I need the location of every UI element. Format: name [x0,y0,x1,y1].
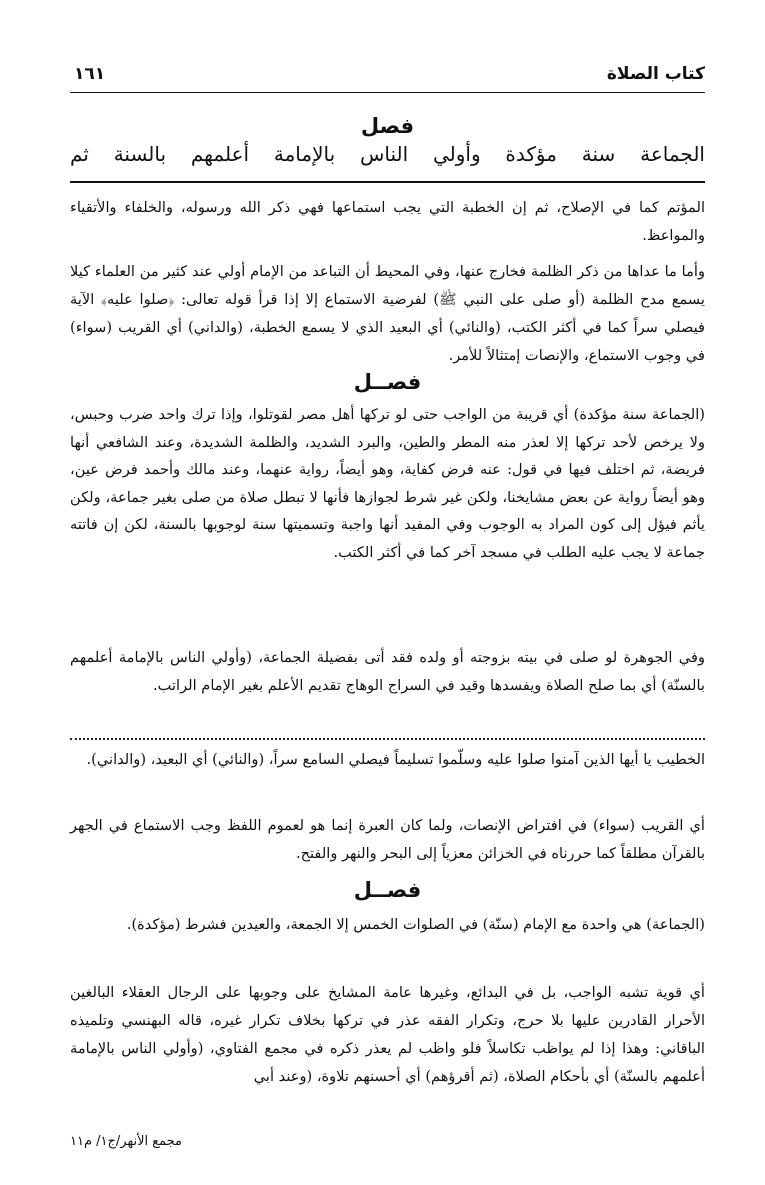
hashiya-paragraph-1 [70,746,705,774]
signature-mark: مجمع الأنهر/ج١/ م١١ [70,1134,183,1149]
page-number: ١٦١ [74,64,106,84]
sharh-paragraph-1 [70,194,705,250]
matn-separator [70,181,705,183]
sharh-section-heading: فصــل [353,370,422,394]
matn-section-heading: فصل [360,114,415,138]
hashiya-paragraph-3 [70,911,705,939]
hashiya-text-1: الخطيب يا أيها الذين آمنوا صلوا عليه وسلّموا تسليماً فيصلي السامع سراً، (والنائي) أي البعيد، (والداني). [86,751,705,768]
matn-text: الجماعة سنة مؤكدة وأولي الناس بالإمامة أعلمهم بالسنة ثم [70,142,705,166]
sharh-paragraph-4 [70,644,705,700]
hashiya-text-4: أي قوية تشبه الواجب، بل في البدائع، وغيرها عامة المشايخ على وجوبها على الرجال العقلاء البالغين الأحرار القادرين عليها بلا حرج، وتكرار الفقه عذر في تركها بخلاف تكرار غيره، قاله البهنسي وتلميذه الباقاني: وهذا إذا لم يواظب تكاسلاً فلو واظب لم يعذر ذكره في مجمع الفتاوي، (وأولي الناس بالإمامة أعلمهم بالسنّة) أي بأحكام الصلاة، (ثم أقرؤهم) أي أحسنهم تلاوة، (وعند أبي [70,984,705,1085]
sharh-text-2: وأما ما عداها من ذكر الظلمة فخارج عنها، وفي المحيط أن التباعد من الإمام أولي عند كثير من العلماء كيلا يسمع مدح الظلمة (أو صلى على النبي ﷺ) لفرضية الاستماع إلا إذا قرأ قوله تعالى: ﴿صلوا عليه﴾ الآية فيصلي سراً كما في أكثر الكتب، (والنائي) أي البعيد الذي لا يسمع الخطبة، (والداني) أي القريب (سواء) في وجوب الاستماع، والإنصات إمتثالاً للأمر. [70,263,705,364]
sharh-text-1: المؤتم كما في الإصلاح، ثم إن الخطبة التي يجب استماعها فهي ذكر الله ورسوله، والخلفاء والأتقياء والمواعظ. [70,199,705,244]
hashiya-text-3: (الجماعة) هي واحدة مع الإمام (سنّة) في الصلوات الخمس إلا الجمعة، والعيدين فشرط (مؤكدة). [126,916,705,933]
sharh-paragraph-2 [70,258,705,370]
hashiya-paragraph-2 [70,812,705,868]
hashiya-text-2: أي القريب (سواء) في افتراض الإنصات، ولما كان العبرة إنما هو لعموم اللفظ وجب الاستماع في الجهر بالقرآن مطلقاً كما حررناه في الخزائن معزياً إلى البحر والنهر والفتح. [70,817,705,862]
hashiya-paragraph-4 [70,979,705,1091]
sharh-text-4: وفي الجوهرة لو صلى في بيته بزوجته أو ولده فقد أتى بفضيلة الجماعة، (وأولي الناس بالإمامة أعلمهم بالسنّة) أي بما صلح الصلاة ويفسدها وقيد في السراج الوهاج تقديم الأعلم بغير الإمام الراتب. [70,649,705,694]
chapter-title: كتاب الصلاة [606,64,705,84]
hashiya-section-heading: فصــل [353,878,422,902]
hashiya-separator [70,738,705,740]
sharh-paragraph-3 [70,401,705,566]
running-header [70,58,705,93]
sharh-text-3: (الجماعة سنة مؤكدة) أي قريبة من الواجب حتى لو تركها أهل مصر لقوتلوا، وإذا ترك واحد ضرب وحبس، ولا يرخص لأحد تركها إلا لعذر منه المطر والطين، والبرد الشديد، والظلمة الشديدة، وعند الشافعي أنها فريضة، ثم اختلف فيها في قول: عنه فرض كفاية، وهو أيضاً، رواية عنهما، وعند مالك وأحمد فرض عين، وهو أيضاً رواية عن بعض مشايخنا، ولكن غير شرط لجوازها فأنها لا تبطل صلاة من صلى بغير جماعة، ولكن يأثم فيؤل إلى كون المراد به الوجوب وفي المفيد أنها واجبة وتسميتها سنة لوجوبها بالسنة، لكن إن فاتته جماعة لا يجب عليه الطلب في مسجد آخر كما في أكثر الكتب. [70,406,705,561]
